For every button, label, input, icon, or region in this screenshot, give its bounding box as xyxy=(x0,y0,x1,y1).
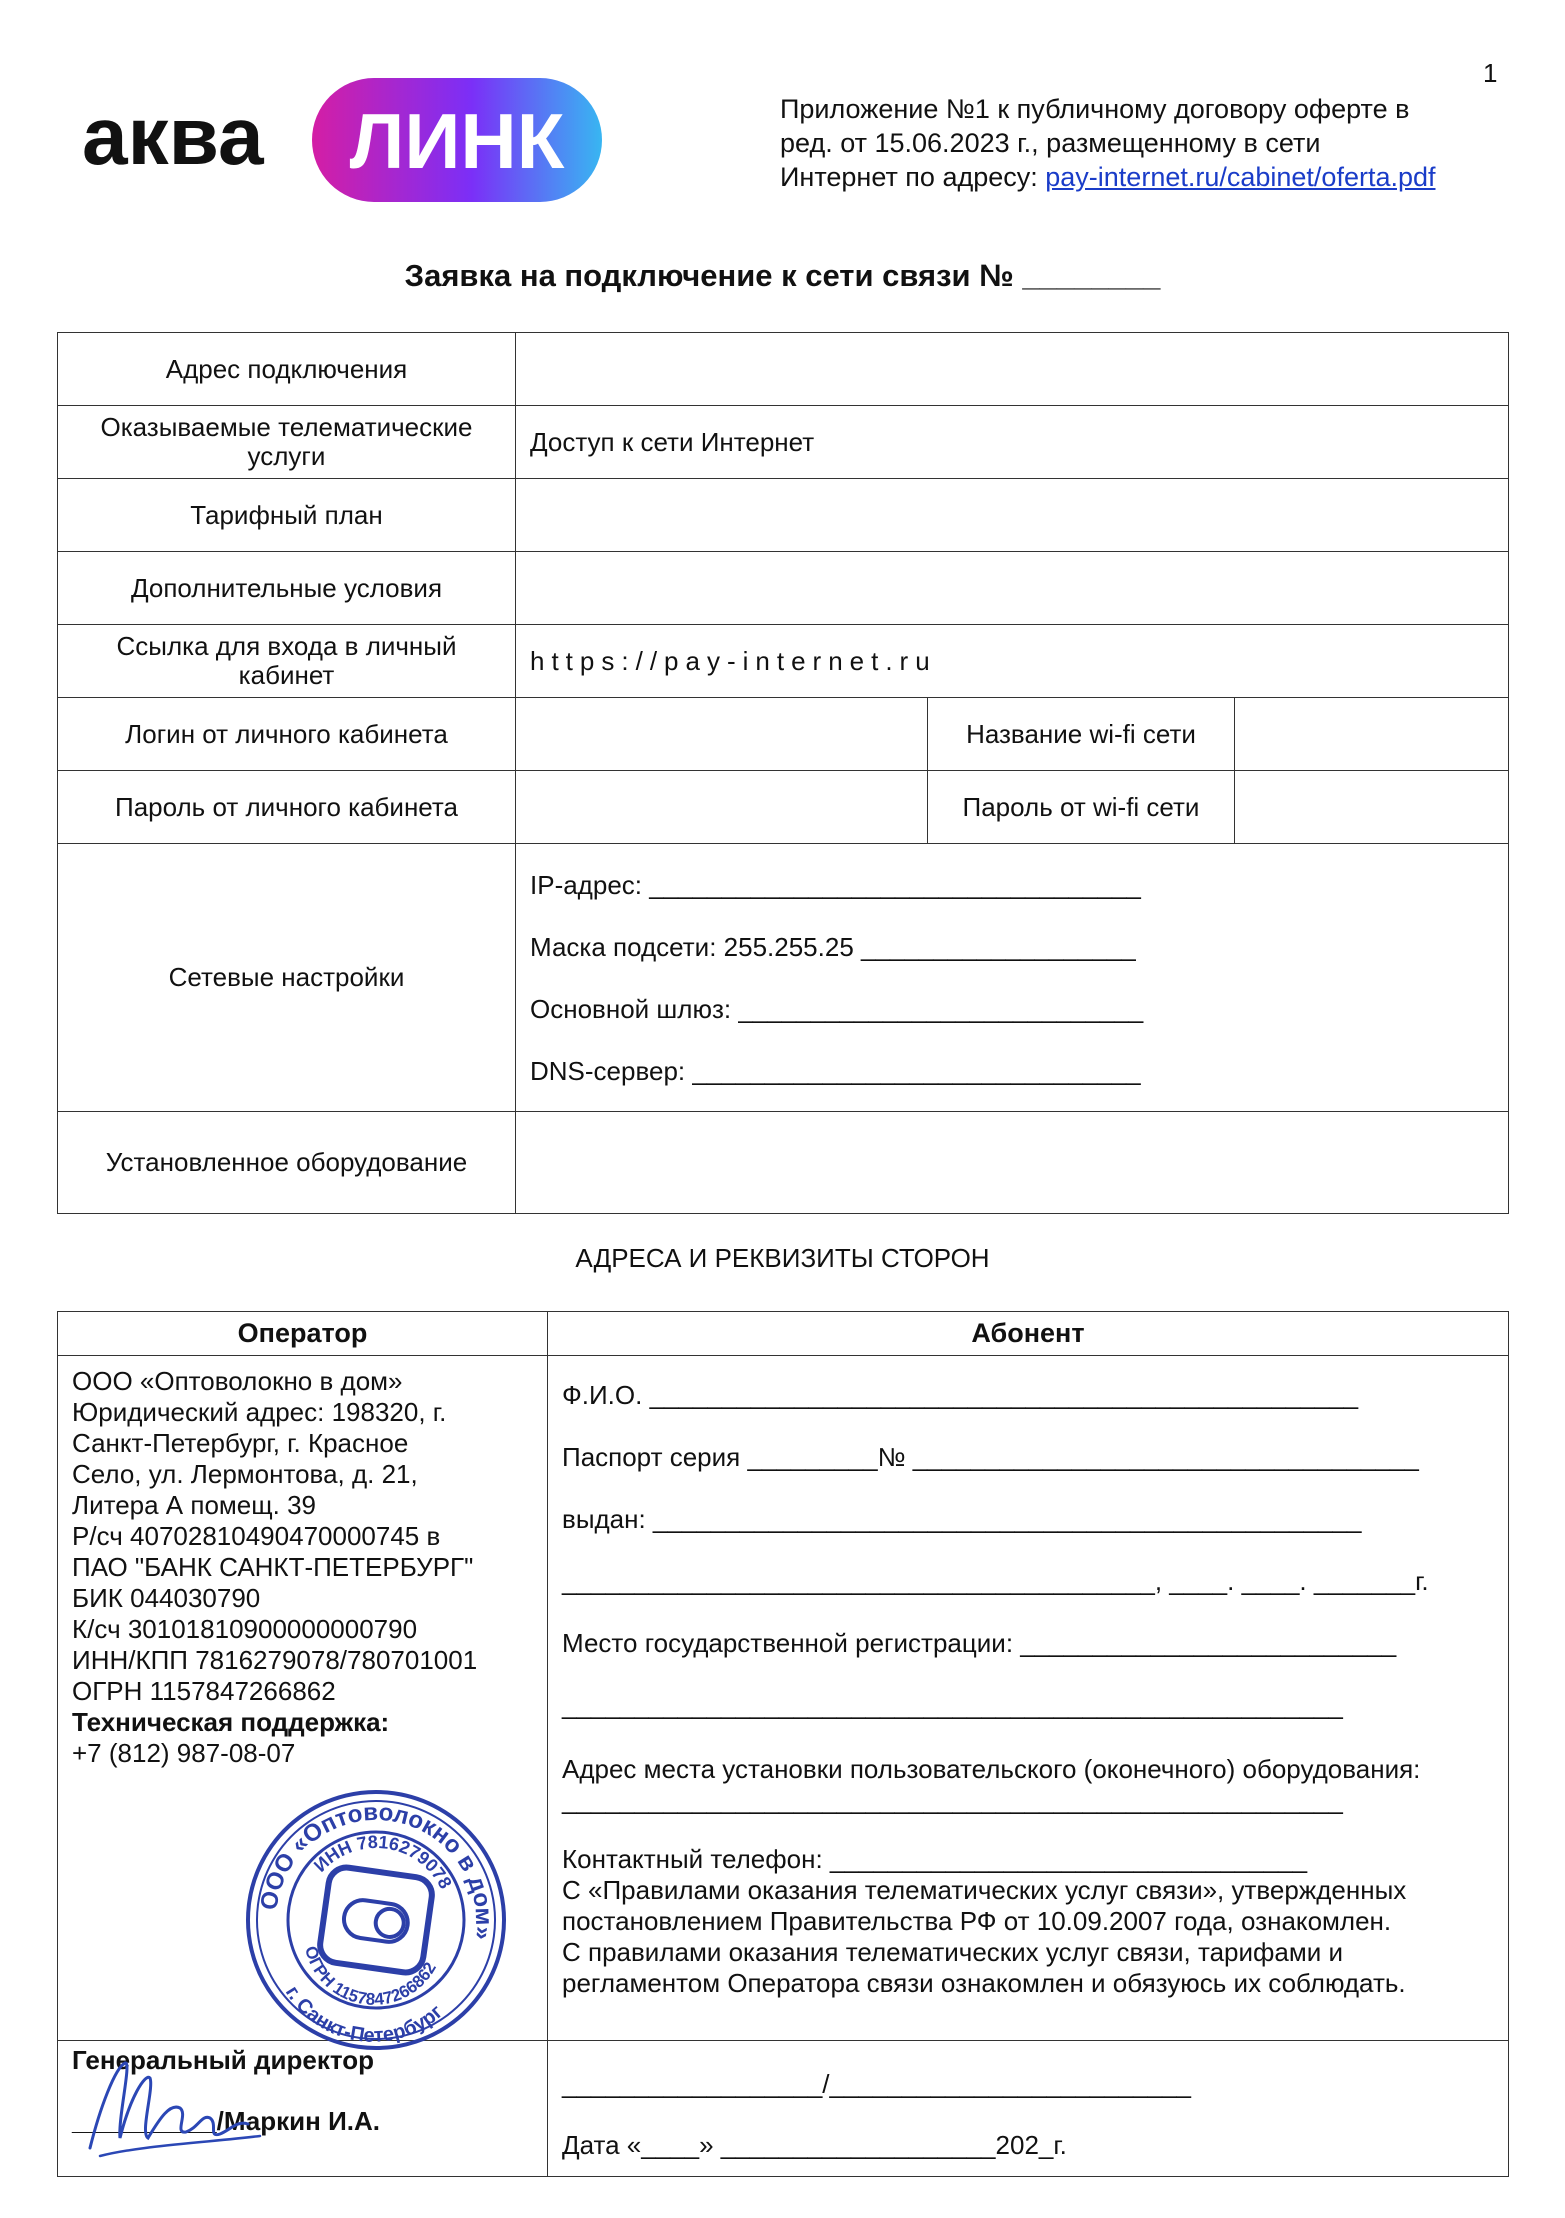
stamp-city: г. Санкт-Петербург xyxy=(280,1982,448,2047)
header-line-3 xyxy=(780,160,1520,194)
header-line-1: Приложение №1 к публичному договору оферте в xyxy=(780,94,1410,124)
akvalink-logo xyxy=(82,76,602,208)
row-tariff xyxy=(58,479,1509,552)
login-value[interactable] xyxy=(516,698,928,771)
operator-line: БИК 044030790 xyxy=(72,1583,261,1613)
director-title: Генеральный директор xyxy=(72,2045,374,2075)
parties-header-row xyxy=(58,1312,1509,1356)
password-value[interactable] xyxy=(516,771,928,844)
services-label: Оказываемые телематические услуги xyxy=(58,406,516,479)
cabinet-link-label: Ссылка для входа в личный кабинет xyxy=(58,625,516,698)
stamp-ogrn: ОГРН 1157847266862 xyxy=(301,1943,440,2010)
operator-line: К/сч 30101810900000000790 xyxy=(72,1614,418,1644)
ip-address-line[interactable]: IP-адрес: __________________________________ xyxy=(530,869,1141,900)
operator-line: Литера А помещ. 39 xyxy=(72,1490,317,1520)
address-value[interactable] xyxy=(516,333,1509,406)
offer-link[interactable]: pay-internet.ru/cabinet/oferta.pdf xyxy=(1045,162,1436,192)
wifi-name-value[interactable] xyxy=(1235,698,1509,771)
wifi-password-value[interactable] xyxy=(1235,771,1509,844)
page-number: 1 xyxy=(1483,58,1498,88)
stamp-inn: ИНН 7816279078 xyxy=(309,1831,456,1892)
registration-field[interactable]: Место государственной регистрации: __________________________ xyxy=(562,1628,1397,1658)
extra-value[interactable] xyxy=(516,552,1509,625)
password-label: Пароль от личного кабинета xyxy=(58,771,516,844)
stamp-company-name: ООО «Оптоволокно в дом» xyxy=(255,1798,498,1942)
row-equipment xyxy=(58,1112,1509,1214)
date-line[interactable]: Дата «____» ___________________202_г. xyxy=(562,2130,1067,2160)
equipment-label: Установленное оборудование xyxy=(58,1112,516,1214)
logo-word-link: ЛИНК xyxy=(349,97,565,185)
install-address-field[interactable]: ______________________________________________________ xyxy=(562,1785,1343,1815)
network-values xyxy=(516,844,1509,1112)
extra-label: Дополнительные условия xyxy=(58,552,516,625)
connection-form-table xyxy=(57,332,1509,1214)
logo-word-akva: аква xyxy=(82,91,264,182)
row-address xyxy=(58,333,1509,406)
agreement-rules: С «Правилами оказания телематических услуг связи», утвержденных постановлением Правительства РФ от 10.09.2007 года, ознакомлен. xyxy=(562,1875,1407,1936)
header-note xyxy=(780,92,1520,194)
director-sign-line: __________/Маркин И.А. xyxy=(72,2106,380,2136)
dns-server-line[interactable]: DNS-сервер: _______________________________ xyxy=(530,1055,1141,1086)
subscriber-details xyxy=(548,1356,1509,2041)
gateway-line[interactable]: Основной шлюз: ____________________________ xyxy=(530,993,1144,1024)
phone-field[interactable]: Контактный телефон: _________________________________ xyxy=(562,1844,1308,1874)
row-login xyxy=(58,698,1509,771)
row-services xyxy=(58,406,1509,479)
row-network xyxy=(58,844,1509,1112)
operator-line: ООО «Оптоволокно в дом» xyxy=(72,1366,403,1396)
subnet-mask-line[interactable]: Маска подсети: 255.255.25 ___________________ xyxy=(530,931,1136,962)
page-title: Заявка на подключение к сети связи № ________ xyxy=(404,258,1161,293)
wifi-name-label: Название wi-fi сети xyxy=(928,698,1235,771)
passport-field[interactable]: Паспорт серия _________№ ___________________________________ xyxy=(562,1442,1419,1472)
operator-line: ПАО "БАНК САНКТ-ПЕТЕРБУРГ" xyxy=(72,1552,474,1582)
address-label: Адрес подключения xyxy=(58,333,516,406)
operator-line: ОГРН 1157847266862 xyxy=(72,1676,336,1706)
operator-line: Село, ул. Лермонтова, д. 21, xyxy=(72,1459,418,1489)
network-label: Сетевые настройки xyxy=(58,844,516,1112)
issued-field[interactable]: выдан: _________________________________________________ xyxy=(562,1504,1362,1534)
tariff-label: Тарифный план xyxy=(58,479,516,552)
header-line-2: ред. от 15.06.2023 г., размещенному в сети xyxy=(780,128,1321,158)
operator-line: Р/сч 40702810490470000745 в xyxy=(72,1521,441,1551)
row-cabinet-link xyxy=(58,625,1509,698)
subscriber-sign-line[interactable]: __________________/_________________________ xyxy=(562,2069,1192,2099)
support-label: Техническая поддержка: xyxy=(72,1707,390,1737)
row-password xyxy=(58,771,1509,844)
subscriber-signature-cell xyxy=(548,2041,1509,2177)
support-phone: +7 (812) 987-08-07 xyxy=(72,1738,296,1768)
parties-title: АДРЕСА И РЕКВИЗИТЫ СТОРОН xyxy=(575,1243,990,1273)
wifi-password-label: Пароль от wi-fi сети xyxy=(928,771,1235,844)
agreement-tariffs: С правилами оказания телематических услуг связи, тарифами и регламентом Оператора связи ознакомлен и обязуюсь их соблюдать. xyxy=(562,1937,1406,1998)
header-line-3-prefix: Интернет по адресу: xyxy=(780,162,1046,192)
install-address-label: Адрес места установки пользовательского (оконечного) оборудования: xyxy=(562,1754,1421,1784)
login-label: Логин от личного кабинета xyxy=(58,698,516,771)
operator-line: Санкт-Петербург, г. Красное xyxy=(72,1428,409,1458)
equipment-value[interactable] xyxy=(516,1112,1509,1214)
row-extra xyxy=(58,552,1509,625)
services-value: Доступ к сети Интернет xyxy=(516,406,1509,479)
operator-line: Юридический адрес: 198320, г. xyxy=(72,1397,447,1427)
fio-field[interactable]: Ф.И.О. _________________________________________________ xyxy=(562,1380,1359,1410)
company-stamp xyxy=(236,1770,516,2070)
registration-field-line2[interactable]: ______________________________________________________ xyxy=(562,1690,1343,1720)
operator-header: Оператор xyxy=(58,1312,548,1356)
cabinet-link-value: https://pay-internet.ru xyxy=(516,625,1509,698)
director-signature xyxy=(70,2048,270,2168)
tariff-value[interactable] xyxy=(516,479,1509,552)
subscriber-header: Абонент xyxy=(548,1312,1509,1356)
issued-date-field[interactable]: _________________________________________, ____. ____. _______г. xyxy=(562,1566,1429,1596)
operator-line: ИНН/КПП 7816279078/780701001 xyxy=(72,1645,478,1675)
